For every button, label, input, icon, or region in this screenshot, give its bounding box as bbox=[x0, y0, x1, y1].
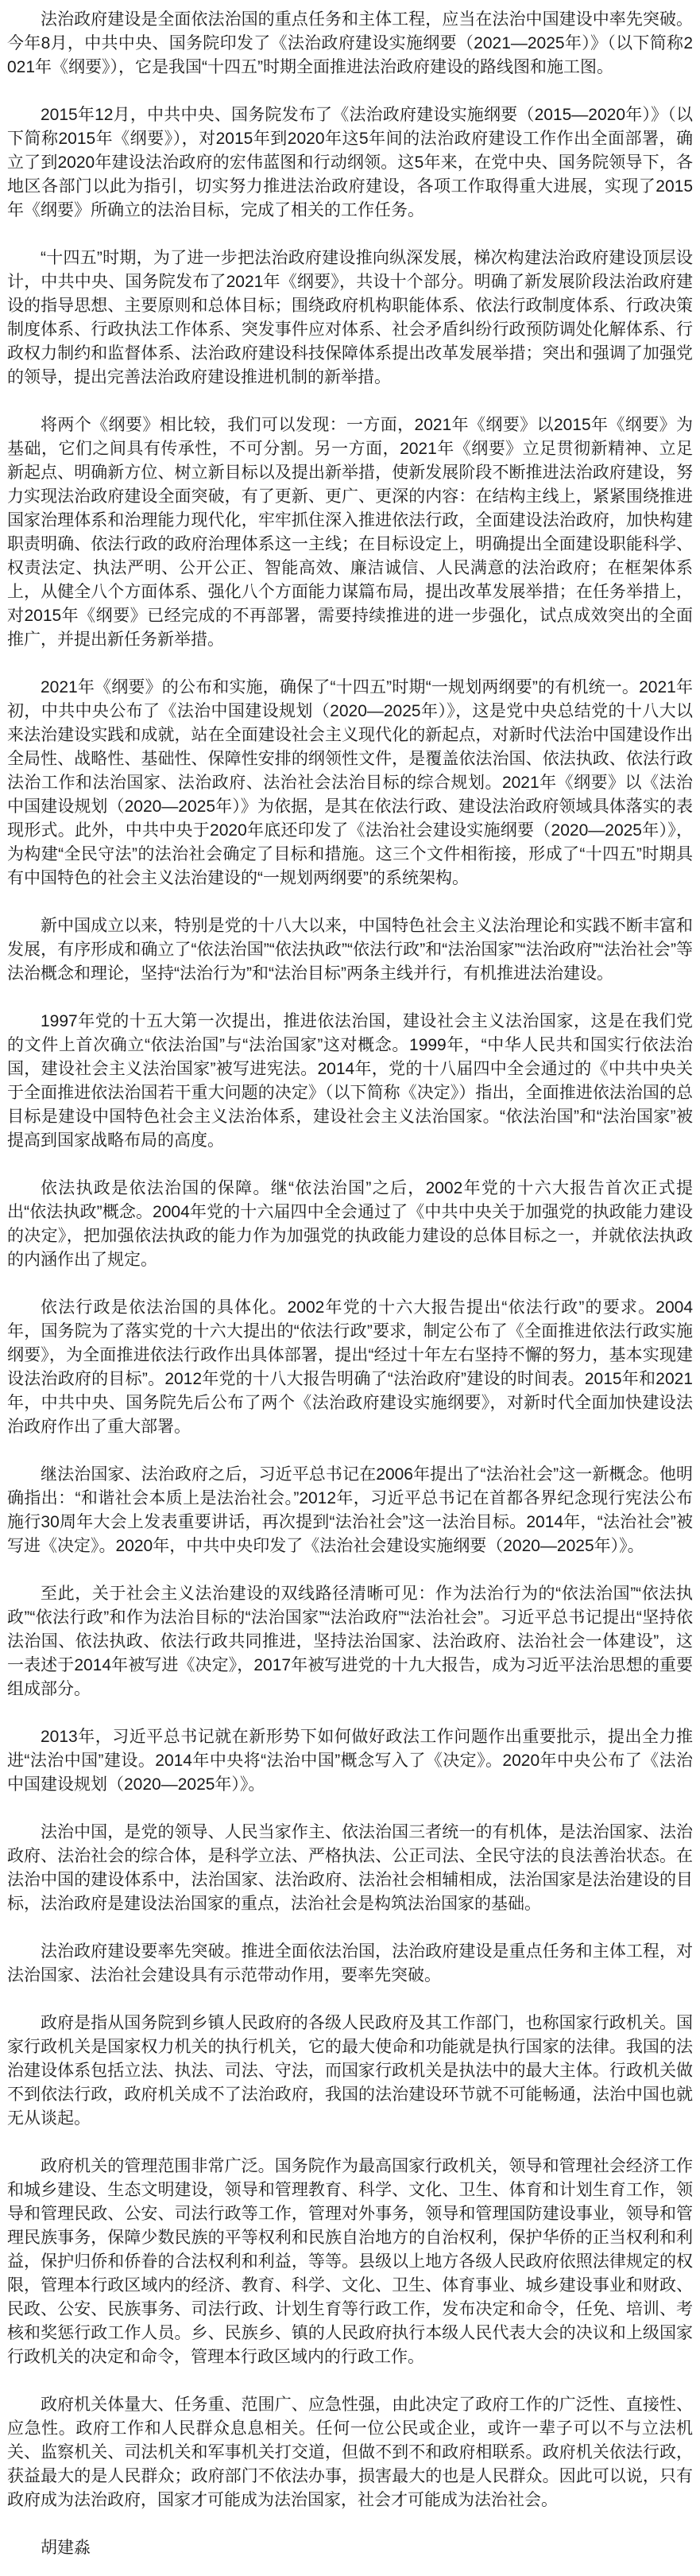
paragraph: 2013年，习近平总书记就在新形势下如何做好政法工作问题作出重要批示，提出全力推进“法治中国”建设。2014年中央将“法治中国”概念写入了《决定》。2020年中央公布了《法治中国建设规划（2020—2025年）》。 bbox=[7, 1728, 693, 1794]
paragraph: “十四五”时期，为了进一步把法治政府建设推向纵深发展，梯次构建法治政府建设顶层设计，中共中央、国务院发布了2021年《纲要》，共设十个部分。明确了新发展阶段法治政府建设的指导思想、主要原则和总体目标；围绕政府机构职能体系、依法行政制度体系、行政决策制度体系、行政执法工作体系、突发事件应对体系、社会矛盾纠纷行政预防调处化解体系、行政权力制约和监督体系、法治政府建设科技保障体系提出改革发展举措；突出和强调了加强党的领导，提出完善法治政府建设推进机制的新举措。 bbox=[7, 249, 693, 386]
paragraph: 政府是指从国务院到乡镇人民政府的各级人民政府及其工作部门，也称国家行政机关。国家行政机关是国家权力机关的执行机关，它的最大使命和功能就是执行国家的法律。我国的法治建设体系包括立法、执法、司法、守法，而国家行政机关是执法中的最大主体。行政机关做不到依法行政，政府机关成不了法治政府，我国的法治建设环节就不可能畅通，法治中国也就无从谈起。 bbox=[7, 2014, 693, 2128]
paragraph: 2015年12月，中共中央、国务院发布了《法治政府建设实施纲要（2015—2020年）》（以下简称2015年《纲要》），对2015年到2020年这5年间的法治政府建设工作作出全面部署，确立了到2020年建设法治政府的宏伟蓝图和行动纲领。这5年来，在党中央、国务院领导下，各地区各部门以此为指引，切实努力推进法治政府建设，各项工作取得重大进展，实现了2015年《纲要》所确立的法治目标，完成了相关的工作任务。 bbox=[7, 106, 693, 219]
paragraph: 1997年党的十五大第一次提出，推进依法治国，建设社会主义法治国家，这是在我们党的文件上首次确立“依法治国”与“法治国家”这对概念。1999年，“中华人民共和国实行依法治国，建设社会主义法治国家”被写进宪法。2014年，党的十八届四中全会通过的《中共中央关于全面推进依法治国若干重大问题的决定》（以下简称《决定》）指出，全面推进依法治国的总目标是建设中国特色社会主义法治体系，建设社会主义法治国家。“依法治国”和“法治国家”被提高到国家战略布局的高度。 bbox=[7, 1012, 693, 1150]
paragraph: 将两个《纲要》相比较，我们可以发现：一方面，2021年《纲要》以2015年《纲要》为基础，它们之间具有传承性，不可分割。另一方面，2021年《纲要》立足贯彻新精神、立足新起点、明确新方位、树立新目标以及提出新举措，使新发展阶段不断推进法治政府建设，努力实现法治政府建设全面突破，有了更新、更广、更深的内容：在结构主线上，紧紧围绕推进国家治理体系和治理能力现代化，牢牢抓住深入推进依法行政，全面建设法治政府，加快构建职责明确、依法行政的政府治理体系这一主线；在目标设定上，明确提出全面建设职能科学、权责法定、执法严明、公开公正、智能高效、廉洁诚信、人民满意的法治政府；在框架体系上，从健全八个方面体系、强化八个方面能力谋篇布局，提出改革发展举措；在任务举措上，对2015年《纲要》已经完成的不再部署，需要持续推进的进一步强化，试点成效突出的全面推广，并提出新任务新举措。 bbox=[7, 416, 693, 649]
paragraph: 法治政府建设要率先突破。推进全面依法治国，法治政府建设是重点任务和主体工程，对法治国家、法治社会建设具有示范带动作用，要率先突破。 bbox=[7, 1942, 693, 1984]
paragraph: 继法治国家、法治政府之后，习近平总书记在2006年提出了“法治社会”这一新概念。他明确指出：“和谐社会本质上是法治社会。”2012年，习近平总书记在首都各界纪念现行宪法公布施行30周年大会上发表重要讲话，再次提到“法治社会”这一法治目标。2014年，“法治社会”被写进《决定》。2020年，中共中央印发了《法治社会建设实施纲要（2020—2025年）》。 bbox=[7, 1465, 693, 1555]
paragraph: 政府机关体量大、任务重、范围广、应急性强，由此决定了政府工作的广泛性、直接性、应急性。政府工作和人民群众息息相关。任何一位公民或企业，或许一辈子可以不与立法机关、监察机关、司法机关和军事机关打交道，但做不到不和政府相联系。政府机关依法行政，获益最大的是人民群众；政府部门不依法办事，损害最大的也是人民群众。因此可以说，只有政府成为法治政府，国家才可能成为法治国家，社会才可能成为法治社会。 bbox=[7, 2396, 693, 2509]
paragraph: 法治政府建设是全面依法治国的重点任务和主体工程，应当在法治中国建设中率先突破。今年8月，中共中央、国务院印发了《法治政府建设实施纲要（2021—2025年）》（以下简称2021年《纲要》），它是我国“十四五”时期全面推进法治政府建设的路线图和施工图。 bbox=[7, 10, 693, 76]
paragraph: 新中国成立以来，特别是党的十八大以来，中国特色社会主义法治理论和实践不断丰富和发展，有序形成和确立了“依法治国”“依法执政”“依法行政”和“法治国家”“法治政府”“法治社会”等法治概念和理论，坚持“法治行为”和“法治目标”两条主线并行，有机推进法治建设。 bbox=[7, 917, 693, 983]
paragraph: 法治中国，是党的领导、人民当家作主、依法治国三者统一的有机体，是法治国家、法治政府、法治社会的综合体，是科学立法、严格执法、公正司法、全民守法的良法善治状态。在法治中国的建设体系中，法治国家、法治政府、法治社会相辅相成，法治国家是法治建设的目标，法治政府是建设法治国家的重点，法治社会是构筑法治国家的基础。 bbox=[7, 1823, 693, 1913]
paragraph: 依法行政是依法治国的具体化。2002年党的十六大报告提出“依法行政”的要求。2004年，国务院为了落实党的十六大提出的“依法行政”要求，制定公布了《全面推进依法行政实施纲要》，为全面推进依法行政作出具体部署，提出“经过十年左右坚持不懈的努力，基本实现建设法治政府的目标”。2012年党的十八大报告明确了“法治政府”建设的时间表。2015年和2021年，中共中央、国务院先后公布了两个《法治政府建设实施纲要》，对新时代全面加快建设法治政府作出了重大部署。 bbox=[7, 1298, 693, 1436]
paragraph: 至此，关于社会主义法治建设的双线路径清晰可见：作为法治行为的“依法治国”“依法执政”“依法行政”和作为法治目标的“法治国家”“法治政府”“法治社会”。习近平总书记提出“坚持依法治国、依法执政、依法行政共同推进，坚持法治国家、法治政府、法治社会一体建设”，这一表述于2014年被写进《决定》，2017年被写进党的十九大报告，成为习近平法治思想的重要组成部分。 bbox=[7, 1585, 693, 1698]
paragraph: 政府机关的管理范围非常广泛。国务院作为最高国家行政机关，领导和管理社会经济工作和城乡建设、生态文明建设，领导和管理教育、科学、文化、卫生、体育和计划生育工作，领导和管理民政、公安、司法行政等工作，管理对外事务，领导和管理国防建设事业，领导和管理民族事务，保障少数民族的平等权利和民族自治地方的自治权利，保护华侨的正当权利和利益，保护归侨和侨眷的合法权利和利益，等等。县级以上地方各级人民政府依照法律规定的权限，管理本行政区域内的经济、教育、科学、文化、卫生、体育事业、城乡建设事业和财政、民政、公安、民族事务、司法行政、计划生育等行政工作，发布决定和命令，任免、培训、考核和奖惩行政工作人员。乡、民族乡、镇的人民政府执行本级人民代表大会的决议和上级国家行政机关的决定和命令，管理本行政区域内的行政工作。 bbox=[7, 2157, 693, 2366]
paragraph: 依法执政是依法治国的保障。继“依法治国”之后，2002年党的十六大报告首次正式提出“依法执政”概念。2004年党的十六届四中全会通过了《中共中央关于加强党的执政能力建设的决定》，把加强依法执政的能力作为加强党的执政能力建设的总体目标之一，并就依法执政的内涵作出了规定。 bbox=[7, 1179, 693, 1269]
author-name: 胡建淼 bbox=[41, 2539, 91, 2557]
paragraph: 2021年《纲要》的公布和实施，确保了“十四五”时期“一规划两纲要”的有机统一。2021年初，中共中央公布了《法治中国建设规划（2020—2025年）》，这是党中央总结党的十八大以来法治建设实践和成就，站在全面建设社会主义现代化的新起点，对新时代法治中国建设作出全局性、战略性、基础性、保障性安排的纲领性文件，是覆盖依法治国、依法执政、依法行政法治工作和法治国家、法治政府、法治社会法治目标的综合规划。2021年《纲要》以《法治中国建设规划（2020—2025年）》为依据，是其在依法行政、建设法治政府领域具体落实的表现形式。此外，中共中央于2020年底还印发了《法治社会建设实施纲要（2020—2025年）》，为构建“全民守法”的法治社会确定了目标和措施。这三个文件相衔接，形成了“十四五”时期具有中国特色的社会主义法治建设的“一规划两纲要”的系统架构。 bbox=[7, 678, 693, 887]
